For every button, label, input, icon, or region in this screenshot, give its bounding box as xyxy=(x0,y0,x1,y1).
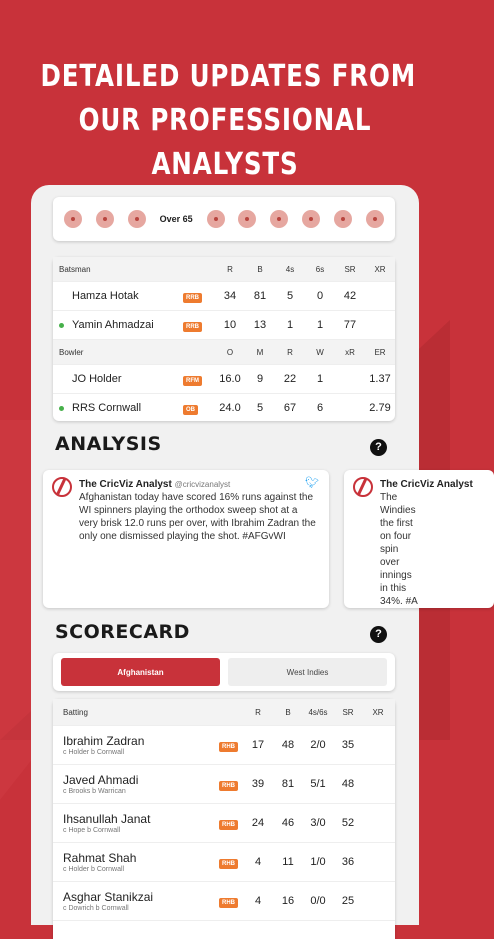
analyst-tweet-card[interactable] xyxy=(43,470,329,608)
stat-cell: 11 xyxy=(282,856,294,868)
dismissal-text: c Brooks b Warrican xyxy=(63,788,126,795)
header-cell: Batting xyxy=(63,707,88,717)
player-name: RRS Cornwall xyxy=(72,402,142,414)
style-badge: RHB xyxy=(219,859,238,869)
style-badge: RHB xyxy=(219,898,238,908)
batter-name: Asghar Stanikzai xyxy=(63,890,154,904)
header-cell: xR xyxy=(345,347,355,357)
stat-cell: 4 xyxy=(254,856,262,868)
header-cell: 6s xyxy=(315,264,325,274)
help-icon[interactable]: ? xyxy=(370,626,387,643)
batsman-header-row xyxy=(53,257,395,282)
ball-icon xyxy=(96,210,114,228)
ball-icon xyxy=(334,210,352,228)
ball-icon xyxy=(302,210,320,228)
ball-icon xyxy=(64,210,82,228)
ball-icon xyxy=(366,210,384,228)
stat-cell: 1 xyxy=(286,319,294,331)
player-name: JO Holder xyxy=(72,373,122,385)
team-tab-west-indies[interactable]: West Indies xyxy=(228,658,387,686)
style-badge: RRB xyxy=(183,322,202,332)
stat-cell: 16 xyxy=(281,895,295,907)
header-cell: Batsman xyxy=(59,264,91,274)
header-cell: 4s xyxy=(285,264,295,274)
bowler-row[interactable] xyxy=(53,365,395,394)
header-cell: R xyxy=(227,264,233,274)
header-cell: 4s/6s xyxy=(308,707,328,717)
header-cell: M xyxy=(256,347,264,357)
batsman-row[interactable] xyxy=(53,311,395,340)
style-badge: OB xyxy=(183,405,198,415)
promo-headline xyxy=(40,55,417,187)
stat-cell: 42 xyxy=(343,290,357,302)
stat-cell: 52 xyxy=(341,817,355,829)
batter-row[interactable] xyxy=(53,843,395,882)
header-cell: R xyxy=(255,707,261,717)
stat-cell: 9 xyxy=(256,373,264,385)
bowler-row[interactable] xyxy=(53,394,395,422)
stat-cell: 0 xyxy=(316,290,324,302)
style-badge: RHB xyxy=(219,781,238,791)
header-cell: XR xyxy=(374,264,386,274)
ball-icon xyxy=(270,210,288,228)
cricviz-logo-icon xyxy=(52,477,72,497)
batter-row[interactable] xyxy=(53,882,395,921)
header-cell: B xyxy=(285,707,291,717)
stat-cell: 24.0 xyxy=(219,402,241,414)
stat-cell: 2.79 xyxy=(369,402,391,414)
stat-cell: 13 xyxy=(253,319,267,331)
stat-cell: 77 xyxy=(343,319,357,331)
analyst-tweet-card[interactable] xyxy=(344,470,494,608)
header-cell: XR xyxy=(372,707,384,717)
stat-cell: 16.0 xyxy=(219,373,241,385)
headline-line: OUR PROFESSIONAL xyxy=(78,103,372,138)
stat-cell: 10 xyxy=(223,319,237,331)
tweet-author: The CricViz Analyst xyxy=(380,479,473,490)
header-cell: SR xyxy=(342,707,354,717)
stat-cell: 67 xyxy=(283,402,297,414)
dismissal-text: c Dowrich b Cornwall xyxy=(63,905,129,912)
tweet-text: The Windies the first on four spin over innings in this 34%. #A xyxy=(380,492,418,607)
stat-cell: 36 xyxy=(341,856,355,868)
scorecard-title: SCORECARD xyxy=(55,621,190,643)
header-cell: Bowler xyxy=(59,347,84,357)
stat-cell: 34 xyxy=(223,290,237,302)
batsman-row[interactable] xyxy=(53,282,395,311)
twitter-bird-icon: 🐦︎ xyxy=(305,477,319,489)
header-cell: SR xyxy=(344,264,356,274)
bowler-header-row xyxy=(53,340,395,365)
dismissal-text: c Holder b Cornwall xyxy=(63,749,125,756)
scorecard-table xyxy=(53,699,395,939)
style-badge: RHB xyxy=(219,742,238,752)
stat-cell: 1.37 xyxy=(369,373,391,385)
on-strike-indicator xyxy=(59,406,64,411)
stat-cell: 25 xyxy=(341,895,355,907)
batter-row[interactable] xyxy=(53,804,395,843)
over-tracker xyxy=(53,197,395,241)
header-cell: B xyxy=(257,264,263,274)
batter-name: Ihsanullah Janat xyxy=(63,812,151,826)
team-toggle xyxy=(53,653,395,691)
stat-cell: 1/0 xyxy=(310,856,326,868)
header-cell: W xyxy=(316,347,324,357)
tweet-text: Afghanistan today have scored 16% runs against the WI spinners playing the orthodox sweep shot at a very brisk 12.0 runs per over, with Ibrahim Zadran the only one dismissed playing the shot. #AFGvWI xyxy=(79,492,316,542)
style-badge: RHB xyxy=(219,820,238,830)
over-label: Over 65 xyxy=(159,214,193,224)
help-icon[interactable]: ? xyxy=(370,439,387,456)
stat-cell: 22 xyxy=(283,373,297,385)
style-badge: RFM xyxy=(183,376,202,386)
dismissal-text: c Holder b Cornwall xyxy=(63,866,125,873)
batter-row[interactable] xyxy=(53,765,395,804)
tweet-author: The CricViz Analyst xyxy=(79,479,172,490)
stat-cell: 3/0 xyxy=(310,817,326,829)
batter-row[interactable] xyxy=(53,726,395,765)
stat-cell: 35 xyxy=(341,739,355,751)
stat-cell: 48 xyxy=(281,739,295,751)
header-cell: R xyxy=(287,347,293,357)
stat-cell: 17 xyxy=(251,739,265,751)
stat-cell: 1 xyxy=(316,319,324,331)
style-badge: RRB xyxy=(183,293,202,303)
dismissal-text: c Hope b Cornwall xyxy=(63,827,121,834)
stat-cell: 2/0 xyxy=(310,739,326,751)
ball-icon xyxy=(207,210,225,228)
stat-cell: 39 xyxy=(251,778,265,790)
tweet-handle: @cricvizanalyst xyxy=(174,480,231,489)
stat-cell: 0/0 xyxy=(310,895,326,907)
stat-cell: 48 xyxy=(341,778,355,790)
stat-cell: 1 xyxy=(316,373,324,385)
player-name: Yamin Ahmadzai xyxy=(72,319,154,331)
batter-name: Javed Ahmadi xyxy=(63,773,139,787)
stat-cell: 81 xyxy=(281,778,295,790)
batter-name: Rahmat Shah xyxy=(63,851,137,865)
stat-cell: 24 xyxy=(251,817,265,829)
phone-screen xyxy=(31,185,473,925)
on-strike-indicator xyxy=(59,323,64,328)
stat-cell: 5 xyxy=(256,402,264,414)
ball-icon xyxy=(238,210,256,228)
stat-cell: 5/1 xyxy=(310,778,326,790)
header-cell: ER xyxy=(374,347,386,357)
player-name: Hamza Hotak xyxy=(72,290,139,302)
cricviz-logo-icon xyxy=(353,477,373,497)
batter-name: Ibrahim Zadran xyxy=(63,734,145,748)
stat-cell: 6 xyxy=(316,402,324,414)
ball-icon xyxy=(128,210,146,228)
stat-cell: 46 xyxy=(281,817,295,829)
headline-line: DETAILED UPDATES FROM xyxy=(40,59,417,94)
live-stats-card xyxy=(53,257,395,421)
headline-line: ANALYSTS xyxy=(151,147,299,182)
stat-cell: 81 xyxy=(253,290,267,302)
header-cell: O xyxy=(226,347,234,357)
stat-cell: 5 xyxy=(286,290,294,302)
team-tab-afghanistan[interactable]: Afghanistan xyxy=(61,658,220,686)
scorecard-header-row xyxy=(53,699,395,726)
stat-cell: 4 xyxy=(254,895,262,907)
analysis-title: ANALYSIS xyxy=(55,433,162,455)
